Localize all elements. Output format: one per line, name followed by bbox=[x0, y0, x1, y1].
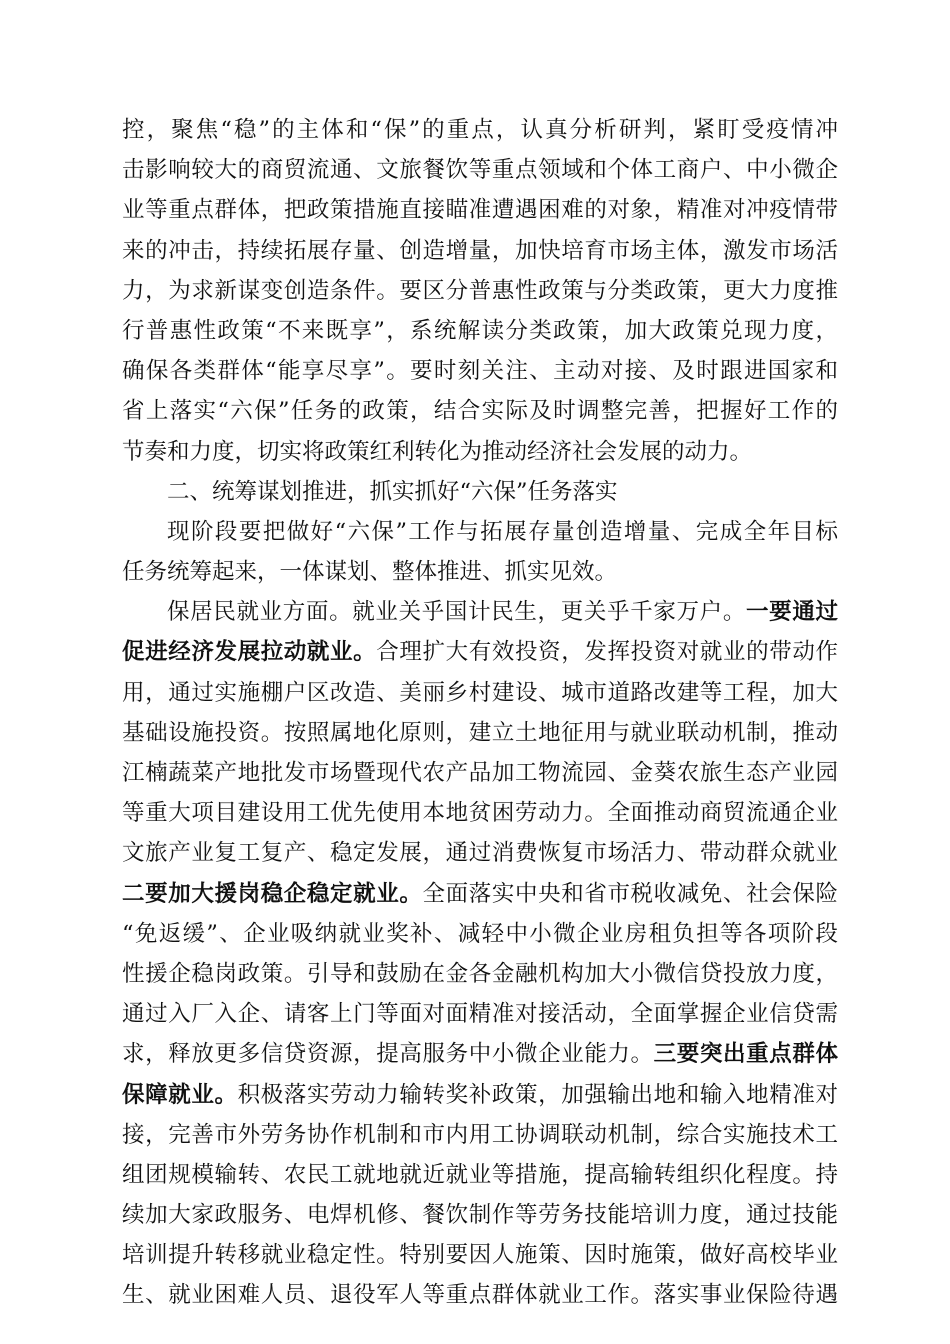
text-line: 现阶段要把做好“六保”工作与拓展存量创造增量、完成全年目标 bbox=[167, 518, 838, 545]
bold-text: 保障就业。 bbox=[122, 1081, 238, 1108]
text-line: 培训提升转移就业稳定性。特别要因人施策、因时施策，做好高校毕业 bbox=[122, 1242, 838, 1269]
plain-text: 合理扩大有效投资，发挥投资对就业的带动作 bbox=[376, 639, 838, 666]
bold-text: 三要突出重点群体 bbox=[653, 1041, 838, 1068]
plain-text: 保居民就业方面。就业关乎国计民生，更关乎千家万户。 bbox=[167, 599, 746, 626]
text-line: 击影响较大的商贸流通、文旅餐饮等重点领域和个体工商户、中小微企 bbox=[122, 157, 838, 184]
text-line bbox=[122, 592, 838, 632]
text-line: 确保各类群体“能享尽享”。要时刻关注、主动对接、及时跟进国家和 bbox=[122, 358, 838, 385]
text-line: 文旅产业复工复产、稳定发展，通过消费恢复市场活力、带动群众就业 bbox=[122, 840, 838, 867]
text-line: “免返缓”、企业吸纳就业奖补、减轻中小微企业房租负担等各项阶段 bbox=[122, 920, 838, 947]
text-line: 等重大项目建设用工优先使用本地贫困劳动力。全面推动商贸流通企业 bbox=[122, 800, 838, 827]
plain-text: 全面落实中央和省市税收减免、社会保险 bbox=[422, 880, 838, 907]
text-line: 业等重点群体，把政策措施直接瞄准遭遇困难的对象，精准对冲疫情带 bbox=[122, 197, 838, 224]
text-line: 用，通过实施棚户区改造、美丽乡村建设、城市道路改建等工程，加大 bbox=[122, 679, 838, 706]
document-page bbox=[122, 110, 838, 1316]
text-line bbox=[122, 1075, 838, 1115]
text-line: 基础设施投资。按照属地化原则，建立土地征用与就业联动机制，推动 bbox=[122, 719, 838, 746]
bold-text: 促进经济发展拉动就业。 bbox=[122, 639, 377, 666]
text-line: 组团规模输转、农民工就地就近就业等措施，提高输转组织化程度。持 bbox=[122, 1161, 838, 1188]
text-line: 任务统筹起来，一体谋划、整体推进、抓实见效。 bbox=[122, 559, 618, 586]
section-heading: 二、统筹谋划推进，抓实抓好“六保”任务落实 bbox=[167, 478, 618, 505]
text-line bbox=[122, 874, 838, 914]
text-line: 江楠蔬菜产地批发市场暨现代农产品加工物流园、金葵农旅生态产业园 bbox=[122, 760, 838, 786]
text-line: 续加大家政服务、电焊机修、餐饮制作等劳务技能培训力度，通过技能 bbox=[122, 1202, 838, 1229]
bold-text: 二要加大援岗稳企稳定就业。 bbox=[122, 880, 423, 907]
text-line: 省上落实“六保”任务的政策，结合实际及时调整完善，把握好工作的 bbox=[122, 398, 838, 425]
text-line bbox=[122, 632, 838, 672]
text-line: 接，完善市外劳务协作机制和市内用工协调联动机制，综合实施技术工 bbox=[122, 1121, 838, 1148]
text-line: 节奏和力度，切实将政策红利转化为推动经济社会发展的动力。 bbox=[122, 438, 753, 465]
text-line: 通过入厂入企、请客上门等面对面精准对接活动，全面掌握企业信贷需 bbox=[122, 1001, 838, 1028]
text-line: 生、就业困难人员、退役军人等重点群体就业工作。落实事业保险待遇 bbox=[122, 1282, 838, 1309]
paragraph-2 bbox=[122, 512, 838, 592]
paragraph-1 bbox=[122, 110, 838, 472]
text-line bbox=[122, 1034, 838, 1074]
bold-text: 一要通过 bbox=[746, 599, 838, 626]
text-line: 行普惠性政策“不来既享”，系统解读分类政策，加大政策兑现力度， bbox=[122, 317, 838, 344]
plain-text: 求，释放更多信贷资源，提高服务中小微企业能力。 bbox=[122, 1041, 654, 1068]
text-line: 控，聚焦“稳”的主体和“保”的重点，认真分析研判，紧盯受疫情冲 bbox=[122, 117, 838, 143]
text-line: 来的冲击，持续拓展存量、创造增量，加快培育市场主体，激发市场活 bbox=[122, 237, 838, 264]
plain-text: 积极落实劳动力输转奖补政策，加强输出地和输入地精准对 bbox=[237, 1081, 838, 1108]
paragraph-3 bbox=[122, 592, 838, 1315]
text-line: 力，为求新谋变创造条件。要区分普惠性政策与分类政策，更大力度推 bbox=[122, 277, 838, 304]
text-line: 性援企稳岗政策。引导和鼓励在金各金融机构加大小微信贷投放力度， bbox=[122, 960, 838, 987]
